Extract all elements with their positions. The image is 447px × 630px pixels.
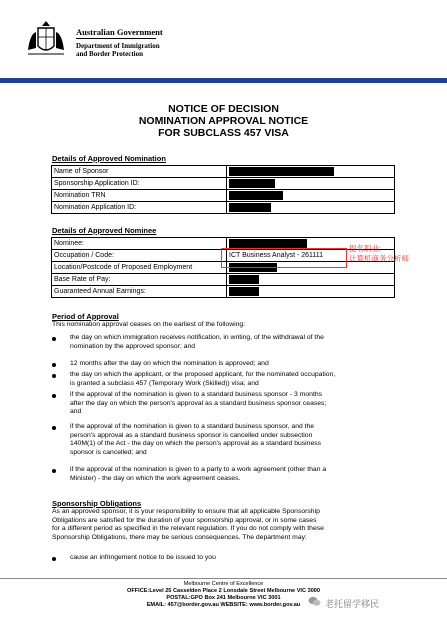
watermark-text: 老托留学移民 xyxy=(325,599,380,609)
list-item xyxy=(70,360,390,369)
wechat-icon xyxy=(308,596,321,607)
redacted-block xyxy=(229,179,275,188)
bullet-dot xyxy=(52,363,56,367)
table-row xyxy=(52,286,395,298)
row-label: Guaranteed Annual Earnings: xyxy=(52,286,227,298)
row-label: Location/Postcode of Proposed Employment xyxy=(52,262,227,274)
paragraph-line: for a different period as specified in the relevant regulation. If you do not comply with these xyxy=(52,525,324,533)
row-label: Occupation / Code: xyxy=(52,250,227,262)
bullet-dot xyxy=(52,426,56,430)
list-item xyxy=(70,371,390,388)
approved-nominee-heading: Details of Approved Nominee xyxy=(52,226,157,235)
footer-office: OFFICE:Level 25 Casselden Place 2 Lonsdale Street Melbourne VIC 3000 xyxy=(126,588,321,594)
title-line-3: FOR SUBCLASS 457 VISA xyxy=(158,127,289,139)
row-label: Sponsorship Application ID: xyxy=(52,178,227,190)
annotation-line-1: 提名职业: xyxy=(349,244,382,253)
table-row xyxy=(52,190,395,202)
row-label: Nomination Application ID: xyxy=(52,202,227,214)
occupation-highlight-box xyxy=(221,248,347,268)
row-label: Name of Sponsor xyxy=(52,166,227,178)
list-item-line: 12 months after the day on which the nomination is approved; and xyxy=(70,360,269,367)
paragraph-line: Sponsorship Obligations, there may be serious consequences. The department may: xyxy=(52,533,307,541)
list-item xyxy=(70,466,390,483)
list-item-line: sponsor is cancelled; and xyxy=(70,448,147,456)
table-row xyxy=(52,166,395,178)
list-item-line: nomination by the approved sponsor; and xyxy=(70,342,196,350)
row-value xyxy=(227,286,395,298)
table-row xyxy=(52,178,395,190)
list-item-line: the day on which immigration receives notification, in writing, of the withdrawal of the xyxy=(70,334,324,341)
list-item-line: is granted a subclass 457 (Temporary Work (Skilled)) visa; and xyxy=(70,379,259,387)
redacted-block xyxy=(229,275,259,284)
redacted-block xyxy=(229,167,334,176)
title-line-1: NOTICE OF DECISION xyxy=(168,103,279,115)
bullet-dot xyxy=(52,337,56,341)
footer-centre: Melbourne Centre of Excellence xyxy=(183,581,264,587)
header-divider xyxy=(76,38,156,39)
row-value xyxy=(227,178,395,190)
row-label: Nomination TRN xyxy=(52,190,227,202)
list-item-line: and xyxy=(70,408,82,416)
redacted-block xyxy=(229,239,307,248)
approved-nomination-heading: Details of Approved Nomination xyxy=(52,154,166,163)
approved-nomination-table xyxy=(51,165,395,214)
table-row xyxy=(52,202,395,214)
coat-of-arms-logo xyxy=(24,20,68,60)
redacted-block xyxy=(229,191,283,200)
row-value xyxy=(227,274,395,286)
list-item-line: 140M(1) of the Act - the day on which the person's approval as a standard business xyxy=(70,440,322,448)
list-item: cause an infringement notice to be issued to you xyxy=(70,554,216,561)
paragraph-line: As an approved sponsor, it is your responsibility to ensure that all applicable Sponsorship xyxy=(52,508,320,515)
paragraph-line: Obligations are satisfied for the duration of your sponsorship approval, or in some cases xyxy=(52,516,317,524)
row-label: Nominee: xyxy=(52,238,227,250)
bullet-dot xyxy=(52,374,56,378)
list-item-line: person's approval as a standard business sponsor is cancelled under subsection xyxy=(70,431,313,439)
list-item-line: Minister) - the day on which the work agreement ceases. xyxy=(70,474,241,482)
list-item xyxy=(70,334,390,351)
list-item-line: after the day on which the person's approval as a standard business sponsor ceases; xyxy=(70,399,327,407)
bullet-dot xyxy=(52,394,56,398)
list-item-line: if the approval of the nomination is given to a party to a work agreement (other than a xyxy=(70,466,327,473)
table-row xyxy=(52,274,395,286)
redacted-block xyxy=(229,287,259,296)
government-name: Australian Government xyxy=(76,27,163,37)
footer-divider xyxy=(0,578,447,579)
bullet-dot xyxy=(52,557,56,561)
period-of-approval-heading: Period of Approval xyxy=(52,312,119,321)
header-blue-bar xyxy=(0,78,447,83)
list-item xyxy=(70,391,390,417)
annotation-line-2: 计算机商务分析师 xyxy=(349,254,409,263)
bullet-dot xyxy=(52,469,56,473)
occupation-value: ICT Business Analyst - 261111 xyxy=(227,250,395,262)
row-value xyxy=(227,190,395,202)
redacted-block xyxy=(229,203,271,212)
obligations-paragraph xyxy=(52,508,397,542)
footer-postal: POSTAL:GPO Box 241 Melbourne VIC 3001 xyxy=(166,595,281,601)
row-value xyxy=(227,202,395,214)
row-label: Base Rate of Pay: xyxy=(52,274,227,286)
row-value xyxy=(227,166,395,178)
list-item-line: if the approval of the nomination is given to a standard business sponsor, and the xyxy=(70,423,315,430)
list-item-line: if the approval of the nomination is given to a standard business sponsor - 3 months xyxy=(70,391,323,398)
period-intro: This nomination approval ceases on the earliest of the following: xyxy=(52,321,246,328)
footer-contact: EMAIL: 457@border.gov.au WEBSITE: www.border.gov.au xyxy=(146,602,301,608)
list-item-line: the day on which the applicant, or the proposed applicant, for the nominated occupation, xyxy=(70,371,336,378)
department-name-line1: Department of Immigration xyxy=(76,42,160,50)
occupation-annotation xyxy=(349,244,409,264)
notice-title xyxy=(0,103,447,139)
title-line-2: NOMINATION APPROVAL NOTICE xyxy=(138,115,309,127)
sponsorship-obligations-heading: Sponsorship Obligations xyxy=(52,499,142,508)
list-item xyxy=(70,423,390,457)
department-name-line2: and Border Protection xyxy=(76,50,144,58)
